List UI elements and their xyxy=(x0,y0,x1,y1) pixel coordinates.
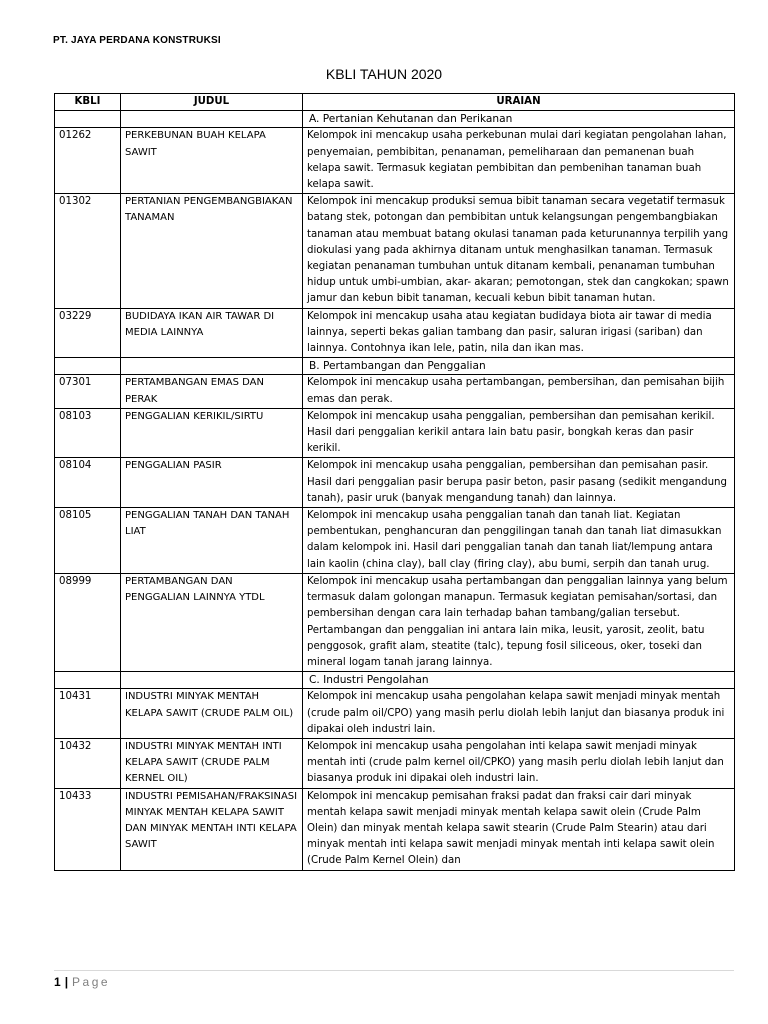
table-row xyxy=(55,689,735,739)
section-empty-cell xyxy=(55,672,121,689)
section-empty-cell xyxy=(121,111,303,128)
page-footer xyxy=(54,975,110,989)
kbli-code-cell: 08103 xyxy=(55,408,121,458)
uraian-cell: Kelompok ini mencakup produksi semua bibit tanaman secara vegetatif termasuk batang stek, potongan dan pembibitan untuk kelangsungan pengembangbiakan tanaman atau membuat batang okulasi tanaman pada keturunannya terpilih yang diokulasi yang pada akhirnya ditanam untuk menghasilkan tanaman. Termasuk kegiatan penanaman tumbuhan untuk ditanam kembali, penanaman tumbuhan hidup untuk umbi-umbian, akar- akaran; pemotongan, stek dan cangkokan; spawn jamur dan kebun bibit tanaman, kecuali kebun bibit tanaman hutan. xyxy=(303,194,735,308)
section-empty-cell xyxy=(55,111,121,128)
judul-cell: PERTAMBANGAN EMAS DAN PERAK xyxy=(121,375,303,408)
kbli-code-cell: 08104 xyxy=(55,458,121,508)
table-row xyxy=(55,738,735,788)
kbli-code-cell: 07301 xyxy=(55,375,121,408)
uraian-cell: Kelompok ini mencakup usaha pengolahan inti kelapa sawit menjadi minyak mentah inti (crude palm kernel oil/CPKO) yang masih perlu diolah lebih lanjut dan biasanya produk ini dipakai oleh industri lain. xyxy=(303,738,735,788)
uraian-cell: Kelompok ini mencakup usaha penggalian, pembersihan dan pemisahan kerikil. Hasil dari penggalian kerikil antara lain batu pasir, bongkah keras dan pasir kerikil. xyxy=(303,408,735,458)
kbli-code-cell: 10432 xyxy=(55,738,121,788)
table-row xyxy=(55,788,735,870)
judul-cell: PERKEBUNAN BUAH KELAPA SAWIT xyxy=(121,128,303,194)
kbli-code-cell: 01262 xyxy=(55,128,121,194)
section-row xyxy=(55,358,735,375)
table-header-row xyxy=(55,94,735,111)
uraian-cell: Kelompok ini mencakup usaha pertambangan, pembersihan, dan pemisahan bijih emas dan perak. xyxy=(303,375,735,408)
uraian-cell: Kelompok ini mencakup usaha pengolahan kelapa sawit menjadi minyak mentah (crude palm oil/CPO) yang masih perlu diolah lebih lanjut dan biasanya produk ini dipakai oleh industri lain. xyxy=(303,689,735,739)
kbli-code-cell: 08999 xyxy=(55,573,121,671)
judul-cell: INDUSTRI MINYAK MENTAH KELAPA SAWIT (CRUDE PALM OIL) xyxy=(121,689,303,739)
judul-cell: PERTAMBANGAN DAN PENGGALIAN LAINNYA YTDL xyxy=(121,573,303,671)
document-title: KBLI TAHUN 2020 xyxy=(325,66,443,82)
kbli-code-cell: 08105 xyxy=(55,508,121,574)
table-row xyxy=(55,194,735,308)
section-row xyxy=(55,672,735,689)
company-name: PT. JAYA PERDANA KONSTRUKSI xyxy=(53,35,221,46)
judul-cell: PENGGALIAN TANAH DAN TANAH LIAT xyxy=(121,508,303,574)
section-empty-cell xyxy=(55,358,121,375)
judul-cell: INDUSTRI MINYAK MENTAH INTI KELAPA SAWIT (CRUDE PALM KERNEL OIL) xyxy=(121,738,303,788)
page-label: Page xyxy=(72,975,111,989)
header-kbli: KBLI xyxy=(55,94,121,111)
kbli-table xyxy=(54,93,735,871)
judul-cell: BUDIDAYA IKAN AIR TAWAR DI MEDIA LAINNYA xyxy=(121,308,303,358)
uraian-cell: Kelompok ini mencakup usaha penggalian, pembersihan dan pemisahan pasir. Hasil dari penggalian pasir berupa pasir beton, pasir pasang (sedikit mengandung tanah), pasir uruk (banyak mengandung tanah) dan lainnya. xyxy=(303,458,735,508)
section-heading: B. Pertambangan dan Penggalian xyxy=(303,358,735,375)
judul-cell: PERTANIAN PENGEMBANGBIAKAN TANAMAN xyxy=(121,194,303,308)
table-row xyxy=(55,128,735,194)
uraian-cell: Kelompok ini mencakup usaha penggalian tanah dan tanah liat. Kegiatan pembentukan, penghancuran dan penggilingan tanah dan tanah liat dimasukkan dalam kelompok ini. Hasil dari penggalian tanah dan tanah liat/lempung antara lain kaolin (china clay), ball clay (firing clay), abu bumi, serpih dan tanah urug. xyxy=(303,508,735,574)
uraian-cell: Kelompok ini mencakup usaha pertambangan dan penggalian lainnya yang belum termasuk dalam golongan manapun. Termasuk kegiatan pemisahan/sortasi, dan pembersihan dengan cara lain terhadap bahan tambang/galian tersebut. Pertambangan dan penggalian ini antara lain mika, leusit, yarosit, zeolit, batu penggosok, grafit alam, steatite (talc), tepung fosil siliceous, oker, toseki dan mineral logam tanah jarang lainnya. xyxy=(303,573,735,671)
uraian-cell: Kelompok ini mencakup usaha perkebunan mulai dari kegiatan pengolahan lahan, penyemaian, pembibitan, penanaman, pemeliharaan dan pemanenan buah kelapa sawit. Termasuk kegiatan pembibitan dan pembenihan tanaman buah kelapa sawit. xyxy=(303,128,735,194)
judul-cell: PENGGALIAN PASIR xyxy=(121,458,303,508)
judul-cell: INDUSTRI PEMISAHAN/FRAKSINASI MINYAK MENTAH KELAPA SAWIT DAN MINYAK MENTAH INTI KELAPA SAWIT xyxy=(121,788,303,870)
table-body xyxy=(55,111,735,870)
uraian-cell: Kelompok ini mencakup pemisahan fraksi padat dan fraksi cair dari minyak mentah kelapa sawit menjadi minyak mentah kelapa sawit olein (Crude Palm Olein) dan minyak mentah kelapa sawit stearin (Crude Palm Stearin) atau dari minyak mentah inti kelapa sawit menjadi minyak mentah inti kelapa sawit olein (Crude Palm Kernel Olein) dan xyxy=(303,788,735,870)
footer-separator: | xyxy=(64,975,69,989)
table-row xyxy=(55,458,735,508)
section-row xyxy=(55,111,735,128)
section-empty-cell xyxy=(121,672,303,689)
section-empty-cell xyxy=(121,358,303,375)
page-number: 1 xyxy=(54,975,61,989)
kbli-code-cell: 10433 xyxy=(55,788,121,870)
footer-divider xyxy=(54,970,734,971)
header-judul: JUDUL xyxy=(121,94,303,111)
uraian-cell: Kelompok ini mencakup usaha atau kegiatan budidaya biota air tawar di media lainnya, seperti bekas galian tambang dan pasir, saluran irigasi (sariban) dan lainnya. Contohnya ikan lele, patin, nila dan ikan mas. xyxy=(303,308,735,358)
judul-cell: PENGGALIAN KERIKIL/SIRTU xyxy=(121,408,303,458)
header-uraian: URAIAN xyxy=(303,94,735,111)
kbli-code-cell: 10431 xyxy=(55,689,121,739)
table-row xyxy=(55,308,735,358)
table-row xyxy=(55,375,735,408)
kbli-code-cell: 03229 xyxy=(55,308,121,358)
table-row xyxy=(55,508,735,574)
section-heading: C. Industri Pengolahan xyxy=(303,672,735,689)
table-row xyxy=(55,408,735,458)
kbli-code-cell: 01302 xyxy=(55,194,121,308)
table-row xyxy=(55,573,735,671)
section-heading: A. Pertanian Kehutanan dan Perikanan xyxy=(303,111,735,128)
